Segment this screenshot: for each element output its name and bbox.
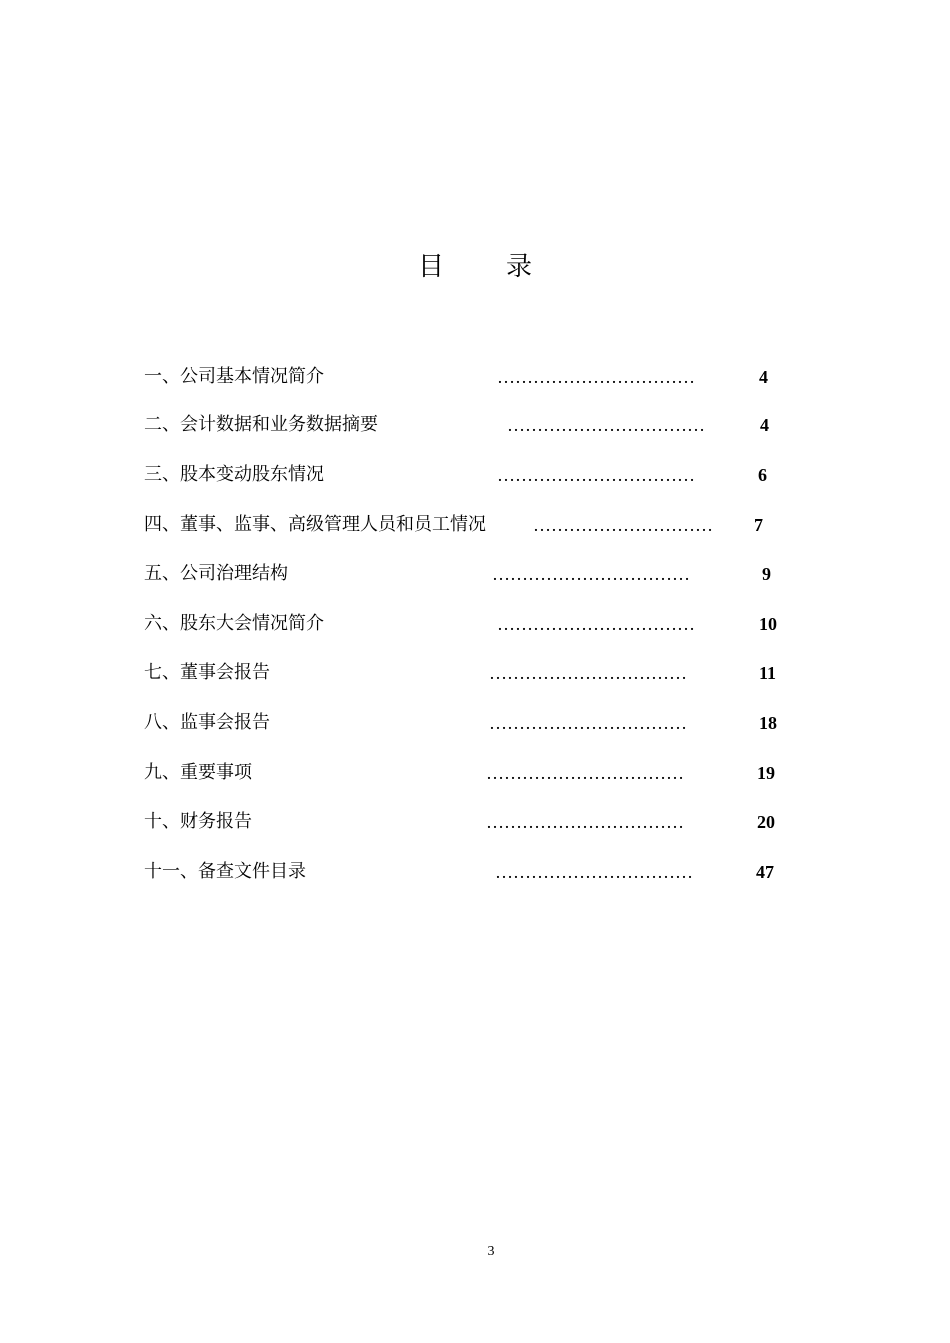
toc-entry-label: 二、会计数据和业务数据摘要 (144, 414, 378, 435)
toc-entry[interactable] (0, 660, 950, 690)
toc-entry[interactable] (0, 710, 950, 740)
toc-entry[interactable] (0, 611, 950, 641)
toc-page-number: 19 (757, 763, 775, 783)
toc-page-number: 9 (762, 564, 771, 584)
toc-page-number: 11 (759, 663, 777, 683)
toc-page-number: 7 (754, 515, 763, 535)
toc-leader-dots: …………………………… (486, 812, 684, 832)
toc-entry-label: 八、监事会报告 (144, 712, 270, 733)
toc-leader-dots: …………………………… (486, 763, 684, 783)
toc-page-number: 47 (756, 862, 774, 882)
toc-page-number: 4 (759, 367, 768, 387)
toc-entry-label: 六、股东大会情况简介 (144, 613, 324, 634)
toc-entry[interactable] (0, 512, 950, 542)
toc-entry-label: 三、股本变动股东情况 (144, 464, 324, 485)
toc-entry[interactable] (0, 412, 950, 442)
toc-leader-dots: …………………………… (507, 415, 705, 435)
toc-page-number: 10 (759, 614, 777, 634)
toc-title-char: 目 (417, 252, 444, 282)
toc-entry[interactable] (0, 809, 950, 839)
toc-entry[interactable] (0, 859, 950, 889)
toc-leader-dots: …………………………… (497, 367, 695, 387)
toc-leader-dots: …………………………… (489, 713, 687, 733)
toc-leader-dots: …………………………… (492, 564, 690, 584)
toc-entry-label: 十、财务报告 (144, 811, 252, 832)
toc-page-number: 4 (760, 415, 769, 435)
toc-leader-dots: …………………………… (495, 862, 693, 882)
page-number-footer: 3 (487, 1244, 495, 1259)
toc-page-number: 6 (758, 465, 767, 485)
toc-entry-label: 一、公司基本情况简介 (144, 366, 324, 387)
toc-title-char: 录 (506, 252, 533, 282)
toc-entry-label: 九、重要事项 (144, 762, 252, 783)
toc-page-number: 18 (759, 713, 777, 733)
toc-entry-label: 七、董事会报告 (144, 662, 270, 683)
toc-entry-label: 五、公司治理结构 (144, 563, 288, 584)
toc-entry[interactable] (0, 364, 950, 394)
toc-leader-dots: ………………………… (533, 515, 713, 535)
toc-leader-dots: …………………………… (489, 663, 687, 683)
toc-entry[interactable] (0, 760, 950, 790)
toc-entry[interactable] (0, 462, 950, 492)
toc-leader-dots: …………………………… (497, 614, 695, 634)
toc-entry-label: 十一、备查文件目录 (144, 861, 306, 882)
toc-page-number: 20 (757, 812, 775, 832)
toc-entry[interactable] (0, 561, 950, 591)
toc-entry-label: 四、董事、监事、高级管理人员和员工情况 (144, 514, 486, 535)
toc-leader-dots: …………………………… (497, 465, 695, 485)
